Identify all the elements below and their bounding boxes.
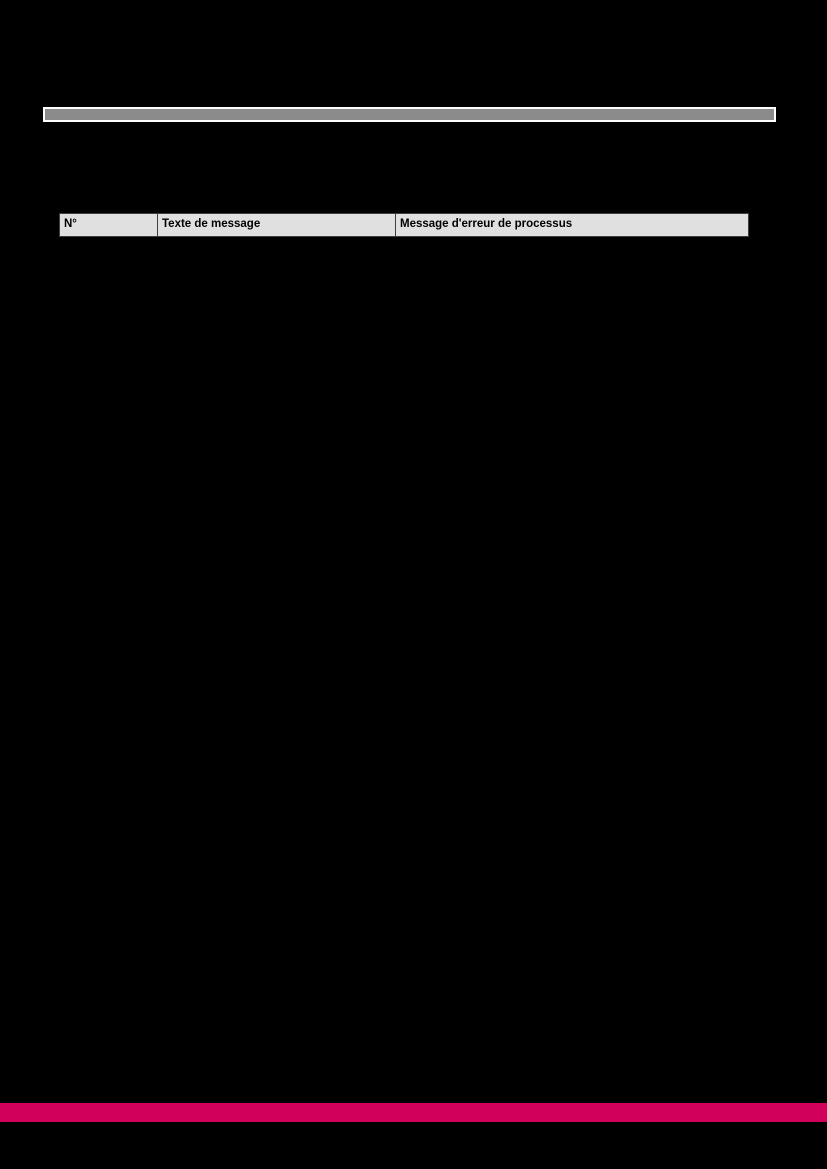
column-header-number: N° xyxy=(59,213,157,237)
error-message-table xyxy=(59,213,749,237)
footer-accent-bar xyxy=(0,1103,827,1122)
column-header-texte-de-message: Texte de message xyxy=(157,213,395,237)
column-header-message-erreur-processus: Message d'erreur de processus xyxy=(395,213,749,237)
table-header-row xyxy=(59,213,749,237)
top-divider-bar xyxy=(43,107,776,122)
